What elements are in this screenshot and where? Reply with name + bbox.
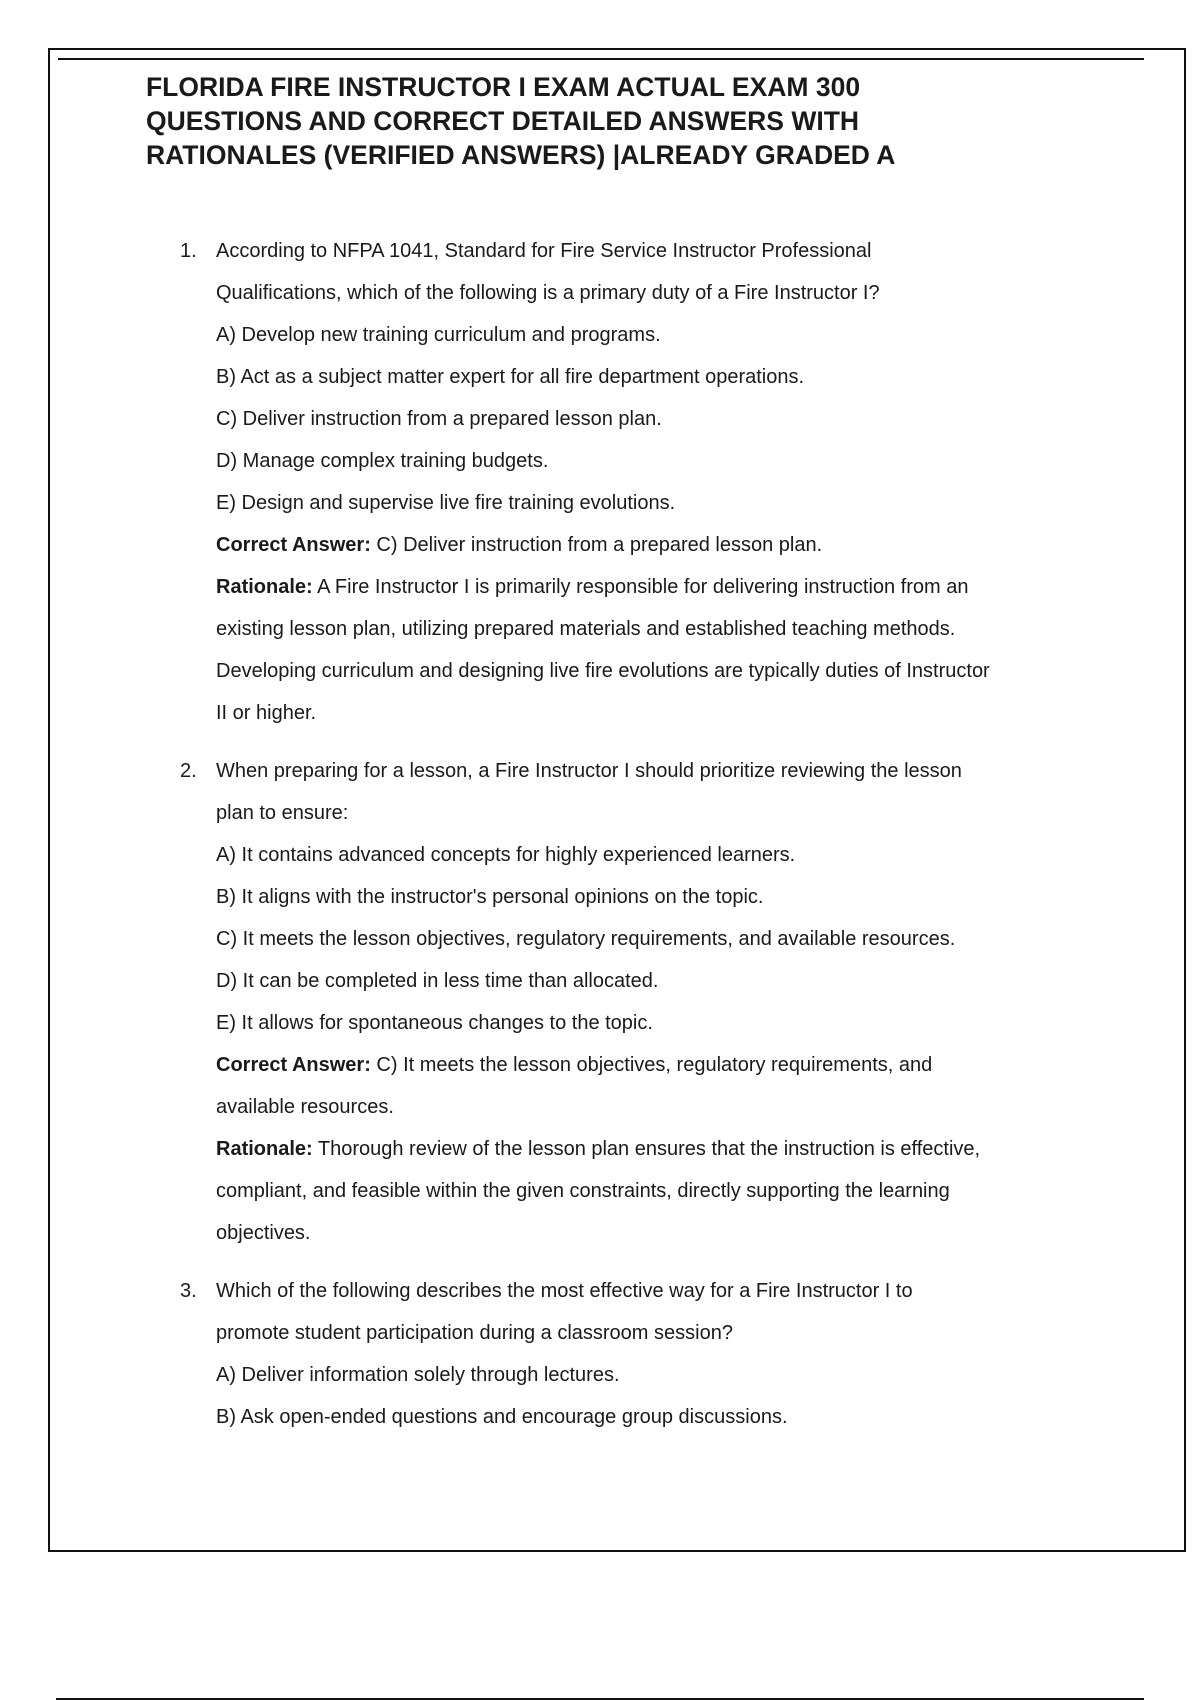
rationale-text: objectives. [216, 1222, 311, 1244]
question-item [180, 230, 1140, 734]
rationale-line [216, 1128, 1140, 1170]
answer-option: B) It aligns with the instructor's personal opinions on the topic. [216, 886, 764, 908]
question-stem-line: Qualifications, which of the following is a primary duty of a Fire Instructor I? [216, 282, 880, 304]
answer-option: B) Ask open-ended questions and encourage group discussions. [216, 1406, 788, 1428]
question-stem-line: When preparing for a lesson, a Fire Instructor I should prioritize reviewing the lesson [216, 760, 962, 782]
rationale-text: A Fire Instructor I is primarily responsible for delivering instruction from an [312, 576, 969, 598]
correct-answer-label: Correct Answer: [216, 534, 371, 556]
rationale-text: Thorough review of the lesson plan ensures that the instruction is effective, [312, 1138, 981, 1160]
question-stem-line: Which of the following describes the most effective way for a Fire Instructor I to [216, 1280, 913, 1302]
rationale-text: Developing curriculum and designing live fire evolutions are typically duties of Instructor [216, 660, 990, 682]
answer-option: C) Deliver instruction from a prepared lesson plan. [216, 408, 662, 430]
question-number: 1. [180, 240, 197, 262]
correct-answer-text: C) Deliver instruction from a prepared lesson plan. [370, 534, 823, 556]
rationale-text: compliant, and feasible within the given constraints, directly supporting the learning [216, 1180, 950, 1202]
correct-answer-text: available resources. [216, 1096, 394, 1118]
question-stem-line: promote student participation during a classroom session? [216, 1322, 733, 1344]
rationale-line [216, 650, 1140, 692]
rationale-text: II or higher. [216, 702, 317, 724]
answer-option: E) It allows for spontaneous changes to the topic. [216, 1012, 653, 1034]
question-item [180, 750, 1140, 1254]
answer-option: C) It meets the lesson objectives, regulatory requirements, and available resources. [216, 928, 956, 950]
page-frame [48, 48, 1186, 1552]
question-number: 3. [180, 1280, 197, 1302]
question-item [180, 1270, 1140, 1438]
rationale-line [216, 566, 1140, 608]
rationale-label: Rationale: [216, 576, 313, 598]
answer-option: A) Deliver information solely through lectures. [216, 1364, 620, 1386]
rationale-label: Rationale: [216, 1138, 313, 1160]
question-stem-line: According to NFPA 1041, Standard for Fire Service Instructor Professional [216, 240, 872, 262]
question-stem-line: plan to ensure: [216, 802, 349, 824]
answer-option: D) It can be completed in less time than allocated. [216, 970, 659, 992]
rationale-line [216, 608, 1140, 650]
rationale-text: existing lesson plan, utilizing prepared materials and established teaching methods. [216, 618, 956, 640]
answer-option: A) It contains advanced concepts for highly experienced learners. [216, 844, 796, 866]
answer-option: D) Manage complex training budgets. [216, 450, 549, 472]
rationale-line [216, 692, 1140, 734]
answer-option: E) Design and supervise live fire training evolutions. [216, 492, 676, 514]
correct-answer-text: C) It meets the lesson objectives, regulatory requirements, and [370, 1054, 933, 1076]
correct-answer-label: Correct Answer: [216, 1054, 371, 1076]
document-title: FLORIDA FIRE INSTRUCTOR I EXAM ACTUAL EXAM 300 QUESTIONS AND CORRECT DETAILED ANSWERS WITH RATIONALES (VERIFIED ANSWERS) |ALREADY GRADED A [146, 72, 896, 170]
question-list [180, 230, 1140, 1454]
correct-answer-line [216, 524, 1140, 566]
top-rule [58, 58, 1144, 60]
rationale-line [216, 1170, 1140, 1212]
rationale-line [216, 1212, 1140, 1254]
question-number: 2. [180, 760, 197, 782]
answer-option: B) Act as a subject matter expert for all fire department operations. [216, 366, 805, 388]
answer-option: A) Develop new training curriculum and programs. [216, 324, 661, 346]
correct-answer-line [216, 1044, 1140, 1086]
correct-answer-line [216, 1086, 1140, 1128]
